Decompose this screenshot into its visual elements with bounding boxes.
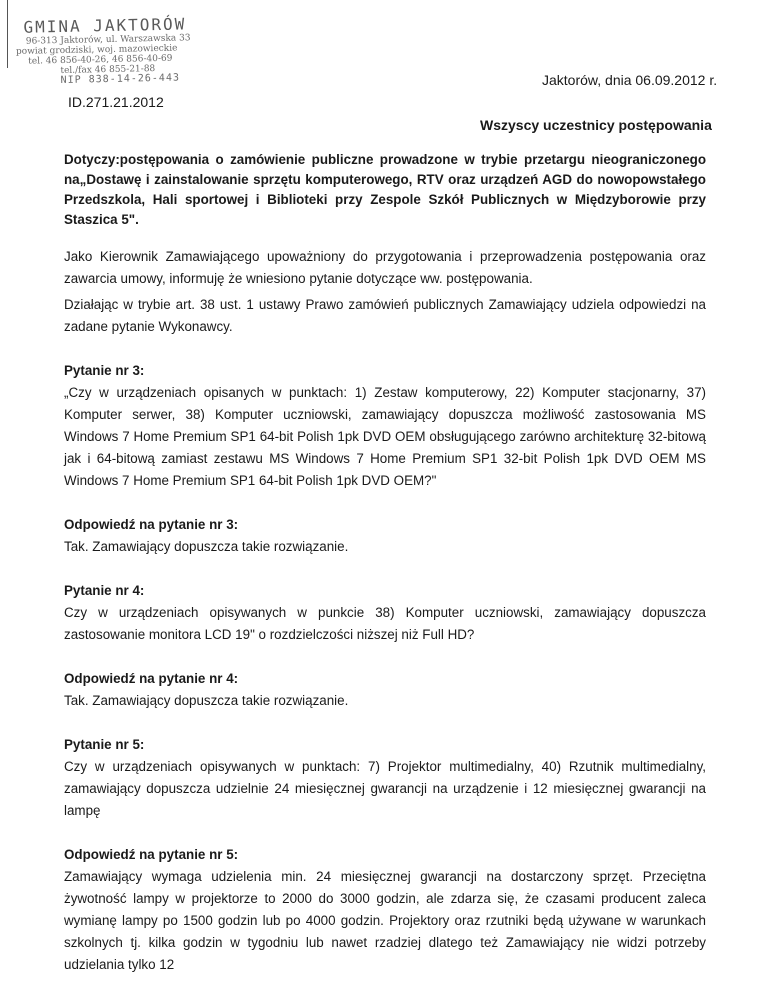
question-3 (64, 360, 706, 492)
question-heading: Pytanie nr 3: (64, 363, 145, 378)
intro-paragraph-1: Jako Kierownik Zamawiającego upoważniony do przygotowania i przeprowadzenia postępowania oraz zawarcia umowy, informuję że wniesiono pytanie dotyczące ww. postępowania. (64, 249, 706, 286)
stamp-fax: tel./fax 46 855-21-88 (60, 64, 156, 76)
question-heading: Pytanie nr 4: (64, 583, 145, 598)
answer-5 (64, 844, 706, 976)
letter-body (64, 150, 706, 976)
stamp-name: GMINA JAKTORÓW (23, 14, 187, 37)
municipality-stamp (7, 14, 208, 87)
answer-heading: Odpowiedź na pytanie nr 5: (64, 847, 239, 862)
answer-text: Tak. Zamawiający dopuszcza takie rozwiązanie. (64, 693, 349, 708)
stamp-district: powiat grodziski, woj. mazowieckie (15, 43, 178, 57)
answer-heading: Odpowiedź na pytanie nr 4: (64, 671, 239, 686)
stamp-address: 96-313 Jaktorów, ul. Warszawska 33 (25, 33, 191, 47)
reference-number: ID.271.21.2012 (68, 94, 164, 110)
question-text: Czy w urządzeniach opisywanych w punkcie 38) Komputer uczniowski, zamawiający dopuszcza zastosowanie monitora LCD 19" o rozdzielczości niższej niż Full HD? (64, 605, 706, 642)
stamp-phone: tel. 46 856-40-26, 46 856-40-69 (28, 53, 173, 67)
question-5 (64, 734, 706, 822)
answer-text: Zamawiający wymaga udzielenia min. 24 miesięcznej gwarancji na dostarczony sprzęt. Przeciętna żywotność lampy w projektorze to 2000 do 3000 godzin, ale zdarza się, że czasami producent zaleca wymianę lampy po 1500 godzin lub po 4000 godzin. Projektory oraz rzutniki będą używane w warunkach szkolnych tj. kilka godzin w tygodniu lub nawet rzadziej dlatego też Zamawiający nie widzi potrzeby udzielania tylko 12 (64, 869, 706, 972)
stamp-nip: NIP 838-14-26-443 (60, 72, 181, 86)
answer-3 (64, 514, 706, 558)
question-text: „Czy w urządzeniach opisanych w punktach: 1) Zestaw komputerowy, 22) Komputer stacjonarny, 37) Komputer serwer, 38) Komputer uczniowski, zamawiający dopuszcza możliwość zastosowania MS Windows 7 Home Premium SP1 64-bit Polish 1pk DVD OEM obsługującego zarówno architekturę 32-bitową jak i 64-bitową zamiast zestawu MS Windows 7 Home Premium SP1 32-bit Polish 1pk DVD OEM MS Windows 7 Home Premium SP1 64-bit Polish 1pk DVD OEM?" (64, 385, 706, 488)
answer-text: Tak. Zamawiający dopuszcza takie rozwiązanie. (64, 539, 349, 554)
answer-4 (64, 668, 706, 712)
question-text: Czy w urządzeniach opisywanych w punktach: 7) Projektor multimedialny, 40) Rzutnik multimedialny, zamawiający dopuszcza udzielnie 24 miesięcznej gwarancji na urządzenie i 12 miesięcznej gwarancji na lampę (64, 759, 706, 818)
subject-paragraph: Dotyczy:postępowania o zamówienie publiczne prowadzone w trybie przetargu nieograniczonego na„Dostawę i zainstalowanie sprzętu komputerowego, RTV oraz urządzeń AGD do nowopowstałego Przedszkola, Hali sportowej i Biblioteki przy Zespole Szkół Publicznych w Międzyborowie przy Staszica 5". (64, 152, 706, 227)
document-date: Jaktorów, dnia 06.09.2012 r. (542, 72, 718, 88)
question-4 (64, 580, 706, 646)
answer-heading: Odpowiedź na pytanie nr 3: (64, 517, 239, 532)
recipient-line: Wszyscy uczestnicy postępowania (480, 117, 712, 133)
question-heading: Pytanie nr 5: (64, 737, 145, 752)
intro-paragraph-2: Działając w trybie art. 38 ust. 1 ustawy Prawo zamówień publicznych Zamawiający udziela odpowiedzi na zadane pytanie Wykonawcy. (64, 297, 706, 334)
